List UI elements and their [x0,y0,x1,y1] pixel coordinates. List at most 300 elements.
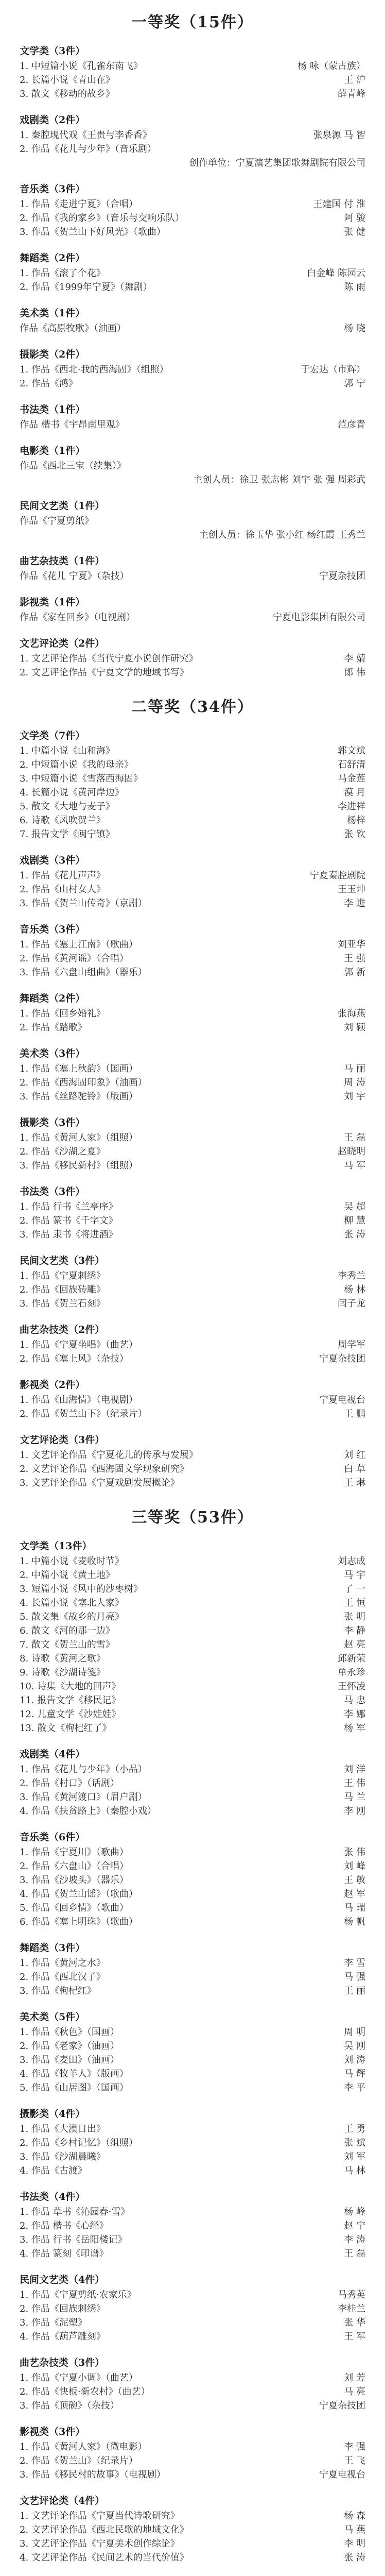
entry-author: 吴 刚 [344,2041,365,2052]
category-heading: 文学类（7件） [20,730,85,741]
entry-author: 马 林 [344,2165,365,2176]
award-entry [20,514,365,528]
award-entry [20,1338,365,1352]
entry-author: 刘 洋 [344,1764,365,1775]
entry-title: 2. 作品《鸿》 [20,378,78,389]
entry-title: 13. 散文《枸杞红了》 [20,1723,112,1734]
entry-author: 马金莲 [338,773,365,784]
entry-title: 作品《西北三宝（续集）》 [20,461,126,471]
award-entry [20,666,365,680]
award-entry [20,1283,365,1297]
entry-author: 李 明 [344,2538,365,2549]
award-entry [20,2247,365,2261]
award-entry [20,2219,365,2233]
entry-title: 2. 作品《回族刺绣》 [20,2303,106,2314]
category-heading: 曲艺杂技类（3件） [20,2357,105,2368]
category-heading: 戏剧类（3件） [20,855,85,866]
category-heading: 文艺评论类（3件） [20,1434,105,1446]
tier-title: 一等奖（15件） [131,13,254,31]
entry-title: 9. 诗歌《沙湖诗笺》 [20,1667,106,1678]
entry-author: 郭文斌 [338,745,365,756]
award-entry [20,1666,365,1680]
entry-author: 刘 军 [344,2151,365,2162]
award-entry [20,1790,365,1804]
entry-title: 作品《高原牧歌》（油画） [20,323,126,334]
entry-title: 2. 作品《我的家乡》（音乐与交响乐队） [20,213,184,224]
award-entry [20,2330,365,2344]
category-heading: 电影类（1件） [20,445,85,456]
entry-title: 2. 作品《六盘山》（合唱） [20,1861,129,1872]
award-entry [20,1804,365,1818]
award-entry [20,1693,365,1707]
award-entry [20,2302,365,2316]
award-entry [20,1159,365,1173]
award-entry [20,1707,365,1721]
entry-author: 陈 雨 [344,282,365,293]
entry-author: 李 雪 [344,1958,365,1969]
entry-title: 2. 作品《塞上风》（杂技） [20,1353,129,1364]
award-entry [20,2081,365,2095]
category-heading: 民间文艺类（4件） [20,2274,105,2285]
entry-title: 1. 文艺评论作品《当代宁夏小说创作研究》 [20,653,198,664]
category-heading: 书法类（3件） [20,1186,85,1197]
entry-author: 张泉源 马 智 [313,130,365,141]
award-entry [20,569,365,583]
entry-title: 2. 作品《村口》（话剧） [20,1778,119,1789]
entry-title: 3. 作品 隶书《将进酒》 [20,1229,118,1240]
award-entry [20,2371,365,2385]
award-entry [20,1680,365,1693]
entry-author: 单永珍 [338,1667,365,1678]
entry-author: 马 亮 [344,2386,365,2397]
entry-title: 12. 儿童文学《沙娃娃》 [20,1709,121,1720]
entry-author: 宁夏秦腔剧院 [310,870,365,881]
award-entry [20,1970,365,1984]
entry-author: 马 瑞 [344,1903,365,1913]
entry-author: 宁夏杂技团 [319,2400,365,2411]
entry-author: 马 忠 [344,1695,365,1706]
entry-title: 3. 作品《麦田》（油画） [20,2055,119,2065]
entry-title: 3. 作品《丝路驼铃》（版画） [20,1091,138,1102]
award-entry [20,1393,365,1407]
entry-author: 宁夏杂技团 [319,571,365,582]
award-tier [0,1495,385,2570]
category-heading: 舞蹈类（3件） [20,1942,85,1954]
award-entry [20,128,365,142]
entry-title: 6. 作品《塞上明珠》（歌曲） [20,1917,138,1927]
award-entry [20,280,365,294]
entry-author: 王 丽 [344,1986,365,1996]
entry-title: 2. 文艺评论作品《西北民歌的地域文化》 [20,2524,189,2535]
entry-author: 张 健 [344,227,365,238]
entry-title: 3. 作品 行书《岳阳楼记》 [20,2234,127,2245]
award-entry [20,2053,365,2067]
entry-title: 1. 作品《黄河之水》 [20,1958,106,1969]
award-entry [20,211,365,225]
category-heading: 书法类（1件） [20,404,85,415]
entry-author: 李秀兰 [338,1270,365,1281]
entry-author: 杨梓 [347,815,365,826]
award-entry [20,1131,365,1145]
entry-author: 宁夏杂技团 [319,1353,365,1364]
award-entry [20,1062,365,1076]
entry-author: 宁夏电影集团有限公司 [273,612,365,623]
entry-title: 7. 散文《贺兰山的雪》 [20,1639,115,1650]
entry-author: 张 涛 [344,2552,365,2563]
entry-title: 3. 作品《六盘山组曲》（器乐） [20,967,147,978]
entry-author: 赵晓明 [338,1146,365,1157]
award-tier [0,685,385,1495]
entry-author: 阿 骏 [344,213,365,224]
entry-author: 主创人员：徐卫 张志彬 刘宇 张 强 周彩武 [193,474,365,485]
award-entry [20,1228,365,1242]
entry-author: 刘 峰 [344,1861,365,1872]
entry-title: 8. 诗歌《黄河之歌》 [20,1653,106,1664]
entry-title: 4. 文艺评论作品《民间艺术的当代价值》 [20,2552,189,2563]
category-heading: 曲艺杂技类（1件） [20,555,105,567]
entry-title: 3. 作品《移民村的故事》（电视剧） [20,2469,166,2480]
award-entry [20,87,365,101]
entry-author: 杨 咏（蒙古族） [297,61,365,72]
entry-title: 4. 长篇小说《黄河岸边》 [20,787,124,798]
entry-author: 马秀英 [338,2290,365,2300]
award-entry [20,1596,365,1610]
category-heading: 戏剧类（4件） [20,1749,85,1760]
category-heading: 摄影类（4件） [20,2108,85,2120]
entry-author: 马 兰 [344,1792,365,1803]
award-entry [20,321,365,335]
entry-title: 2. 作品《贺兰山》（纪录片） [20,2455,138,2466]
award-entry [20,1762,365,1776]
entry-title: 2. 作品《西北汉子》 [20,1972,106,1982]
entry-title: 作品《花儿 宁夏》（杂技） [20,571,129,582]
entry-author: 李 进 [344,898,365,909]
entry-author: 范彦青 [338,419,365,430]
entry-title: 7. 报告文学《闽宁镇》 [20,829,115,840]
award-entry [20,2136,365,2150]
award-entry [20,2399,365,2413]
award-entry [20,2509,365,2523]
award-entry [20,896,365,910]
award-entry [20,1297,365,1311]
category-heading: 音乐类（6件） [20,1832,85,1843]
entry-author: 白 草 [344,1464,365,1475]
entry-author: 创作单位：宁夏演艺集团歌舞剧院有限公司 [189,158,365,168]
category-heading: 摄影类（2件） [20,349,85,360]
entry-author: 宁夏电视台 [319,2469,365,2480]
entry-title: 3. 作品《沙湖晨曦》 [20,2151,106,2162]
entry-title: 1. 中篇小说《山和海》 [20,745,115,756]
entry-author: 李 刚 [344,1806,365,1817]
entry-author: 漠 月 [344,787,365,798]
award-entry [20,952,365,965]
award-entry [20,2454,365,2468]
entry-title: 2. 作品《贺兰山下》（纪录片） [20,1409,147,1419]
entry-title: 1. 作品《回乡婚礼》 [20,1008,106,1019]
entry-author: 王 飞 [344,2455,365,2466]
tier-title: 二等奖（34件） [131,698,254,716]
entry-author: 张 涛 [344,1229,365,1240]
entry-author: 邱新荣 [338,1653,365,1664]
entry-title: 1. 中篇小说《麦收时节》 [20,1556,124,1567]
entry-title: 2. 作品 篆书《千字文》 [20,1215,118,1226]
award-entry [20,1476,365,1490]
award-entry [20,2067,365,2081]
entry-title: 1. 作品《花儿声声》 [20,870,106,881]
entry-author: 马 宇 [344,1570,365,1581]
award-entry [20,156,365,170]
entry-title: 作品 楷书《宇昂南里观》 [20,419,125,430]
entry-author: 王 琳 [344,1478,365,1488]
category-heading: 书法类（4件） [20,2191,85,2202]
award-entry [20,377,365,391]
award-entry [20,938,365,952]
entry-title: 2. 长篇小说《青山在》 [20,75,115,86]
award-entry [20,1915,365,1929]
entry-title: 1. 作品《山海情》（电视剧） [20,1395,138,1405]
entry-title: 1. 作品《走进宁夏》（合唱） [20,199,138,210]
entry-author: 主创人员：徐玉华 张小红 杨红霞 王秀兰 [199,530,365,540]
entry-author: 王 强 [344,953,365,964]
entry-author: 李 娜 [344,1709,365,1720]
entry-title: 2. 中短篇小说《我的母亲》 [20,759,133,770]
entry-title: 5. 散文《大地与麦子》 [20,801,115,812]
entry-author: 李 静 [344,1625,365,1636]
award-entry [20,266,365,280]
category-heading: 舞蹈类（2件） [20,252,85,264]
category-heading: 音乐类（3件） [20,924,85,935]
entry-title: 1. 作品《大漠日出》 [20,2124,106,2134]
award-entry [20,2551,365,2565]
award-entry [20,1352,365,1366]
award-entry [20,1090,365,1104]
entry-author: 王 鹏 [344,1409,365,1419]
award-entry [20,1021,365,1035]
entry-title: 10. 诗集《大地的回声》 [20,1681,121,1692]
entry-title: 2. 作品《快板·新农村》（曲艺） [20,2386,150,2397]
entry-title: 1. 文艺评论作品《宁夏花儿的传承与发展》 [20,1450,198,1461]
award-entry [20,1901,365,1915]
entry-title: 1. 作品《塞上江南》（歌曲） [20,939,138,950]
award-entry [20,1007,365,1021]
entry-title: 1. 秦腔现代戏《王贵与李香香》 [20,130,152,141]
entry-title: 6. 诗歌《风吹贺兰》 [20,815,106,826]
entry-author: 王 磊 [344,1132,365,1143]
entry-title: 3. 文艺评论作品《宁夏美术创作综论》 [20,2538,180,2549]
award-entry [20,2122,365,2136]
entry-title: 1. 作品《秋色》（国画） [20,2027,119,2038]
award-entry [20,1845,365,1859]
award-entry [20,2440,365,2454]
entry-title: 4. 作品《牧羊人》（版画） [20,2069,129,2079]
award-entry [20,1652,365,1666]
entry-title: 4. 作品《葫芦雕刻》 [20,2331,106,2342]
award-entry [20,225,365,239]
entry-title: 3. 作品《黄河渡口》（眉户剧） [20,1792,147,1803]
entry-author: 王玉坤 [338,884,365,895]
entry-title: 2. 作品《花儿与少年》（音乐剧） [20,144,156,155]
category-heading: 文艺评论类（2件） [20,638,105,649]
award-entry [20,363,365,377]
entry-author: 刘 宇 [344,1091,365,1102]
entry-author: 李 婧 [344,653,365,664]
award-entry [20,652,365,666]
category-heading: 文学类（3件） [20,45,85,57]
entry-author: 王建国 付 淮 [313,199,365,210]
award-entry [20,418,365,432]
entry-title: 2. 作品《山村女人》 [20,884,106,895]
entry-author: 杨 峰 [344,2207,365,2217]
category-heading: 民间文艺类（3件） [20,1255,105,1266]
award-entry [20,73,365,87]
entry-title: 3. 作品《贺兰山下好风光》（歌曲） [20,227,166,238]
award-entry [20,827,365,841]
award-entry [20,1076,365,1090]
entry-author: 刘 红 [344,1450,365,1461]
award-entry [20,758,365,772]
category-heading: 影视类（1件） [20,597,85,608]
entry-title: 4. 作品《古渡》 [20,2165,87,2176]
award-entry [20,197,365,211]
entry-title: 1. 中短篇小说《孔雀东南飞》 [20,61,143,72]
entry-title: 1. 作品《宁夏小调》（曲艺） [20,2372,138,2383]
entry-title: 1. 作品《黄河人家》（微电影） [20,2442,147,2452]
award-entry [20,2537,365,2551]
entry-title: 2. 作品《老家》（油画） [20,2041,119,2052]
entry-title: 2. 作品《沙湖之夏》 [20,1146,106,1157]
entry-title: 2. 作品《回族砖雕》 [20,1284,106,1295]
entry-author: 吴 超 [344,1201,365,1212]
award-entry [20,1984,365,1998]
entry-title: 3. 作品《沙坡头》（器乐） [20,1875,129,1886]
award-entry [20,528,365,542]
category-heading: 戏剧类（2件） [20,114,85,126]
category-heading: 文艺评论类（4件） [20,2495,105,2506]
award-entry [20,814,365,827]
entry-title: 1. 作品《宁夏刺绣》 [20,1270,106,1281]
entry-author: 闫子龙 [338,1298,365,1309]
entry-title: 3. 作品《贺兰石刻》 [20,1298,106,1309]
award-entry [20,2468,365,2482]
award-entry [20,1776,365,1790]
entry-title: 1. 作品《宁夏坐唱》（曲艺） [20,1340,138,1350]
entry-author: 刘 颖 [344,1022,365,1033]
entry-title: 3. 作品《贺兰山传奇》（京剧） [20,898,147,909]
award-entry [20,1956,365,1970]
category-heading: 文学类（13件） [20,1540,92,1552]
award-entry [20,1269,365,1283]
entry-title: 4. 作品《贺兰山谣》（歌曲） [20,1889,138,1900]
tier-title: 三等奖（53件） [131,1509,254,1527]
entry-title: 1. 作品《滚了个花》 [20,268,106,279]
entry-title: 3. 作品《移民新村》（组照） [20,1160,138,1171]
award-entry [20,744,365,758]
award-entry [20,1873,365,1887]
award-entry [20,786,365,800]
entry-title: 2. 文艺评论作品《西海固文学现象研究》 [20,1464,189,1475]
entry-author: 白金峰 陈园云 [307,268,365,279]
entry-author: 郎 伟 [344,667,365,678]
entry-title: 5. 作品《回乡情》（歌曲） [20,1903,129,1913]
entry-author: 宁夏电视台 [319,1395,365,1405]
entry-title: 3. 作品《枸杞红》 [20,1986,96,1996]
entry-title: 5. 散文集《故乡的月亮》 [20,1612,124,1622]
award-entry [20,2233,365,2247]
entry-author: 李 强 [344,2442,365,2452]
entry-author: 马 军 [344,1160,365,1171]
entry-title: 4. 作品 篆刻《印谱》 [20,2248,109,2259]
entry-author: 马 强 [344,1972,365,1982]
award-entry [20,2025,365,2039]
award-entry [20,800,365,814]
award-entry [20,1200,365,1214]
entry-title: 1. 作品《宁夏川》（歌曲） [20,1847,129,1858]
entry-author: 刘志成 [338,1556,365,1567]
entry-title: 5. 作品《山居图》（国画） [20,2082,129,2093]
entry-title: 1. 作品《塞上秋韵》（国画） [20,1063,138,1074]
award-entry [20,2164,365,2178]
award-entry [20,965,365,979]
entry-author: 张 华 [344,2317,365,2328]
entry-author: 石舒清 [338,759,365,770]
award-entry [20,2039,365,2053]
award-entry [20,2205,365,2219]
entry-author: 周 明 [344,2027,365,2038]
entry-author: 张 明 [344,1612,365,1622]
award-entry [20,1214,365,1228]
award-entry [20,1554,365,1568]
entry-title: 3. 文艺评论作品《宁夏戏剧发展概论》 [20,1478,180,1488]
award-entry [20,1624,365,1638]
award-entry [20,883,365,896]
entry-author: 郭 宁 [344,378,365,389]
category-heading: 美术类（5件） [20,2011,85,2023]
entry-author: 张海燕 [338,1008,365,1019]
entry-title: 1. 文艺评论作品《宁夏当代诗歌研究》 [20,2511,180,2521]
category-heading: 音乐类（3件） [20,183,85,195]
award-entry [20,2385,365,2399]
entry-author: 马 丽 [344,1063,365,1074]
entry-author: 了 一 [344,1584,365,1595]
award-entry [20,1638,365,1652]
award-entry [20,142,365,156]
entry-title: 3. 作品《顶碗》（杂技） [20,2400,119,2411]
award-tier [0,0,385,685]
entry-title: 11. 报告文学《移民记》 [20,1695,121,1706]
entry-title: 2. 作品《踏歌》 [20,1022,87,1033]
entry-title: 2. 文艺评论作品《宁夏文学的地域书写》 [20,667,189,678]
entry-title: 2. 作品 楷书《心经》 [20,2221,109,2231]
award-entry [20,473,365,487]
award-entry [20,59,365,73]
entry-author: 杨 帆 [344,1917,365,1927]
entry-author: 李进祥 [338,801,365,812]
category-heading: 美术类（3件） [20,1048,85,1059]
award-entry [20,1721,365,1735]
entry-author: 柳 慧 [344,1215,365,1226]
entry-author: 刘 涛 [344,2055,365,2065]
entry-title: 2. 作品《乡村记忆》（组照） [20,2138,138,2148]
entry-title: 2. 作品《西海固印象》（油画） [20,1077,147,1088]
entry-author: 周 涛 [344,1077,365,1088]
entry-author: 王 沪 [344,75,365,86]
entry-author: 杨 森 [344,2511,365,2521]
category-heading: 舞蹈类（2件） [20,993,85,1004]
entry-title: 作品《家在回乡》（电视剧） [20,612,135,623]
entry-title: 3. 作品《泥塑》 [20,2317,87,2328]
award-entry [20,869,365,883]
entry-author: 赵 军 [344,1889,365,1900]
